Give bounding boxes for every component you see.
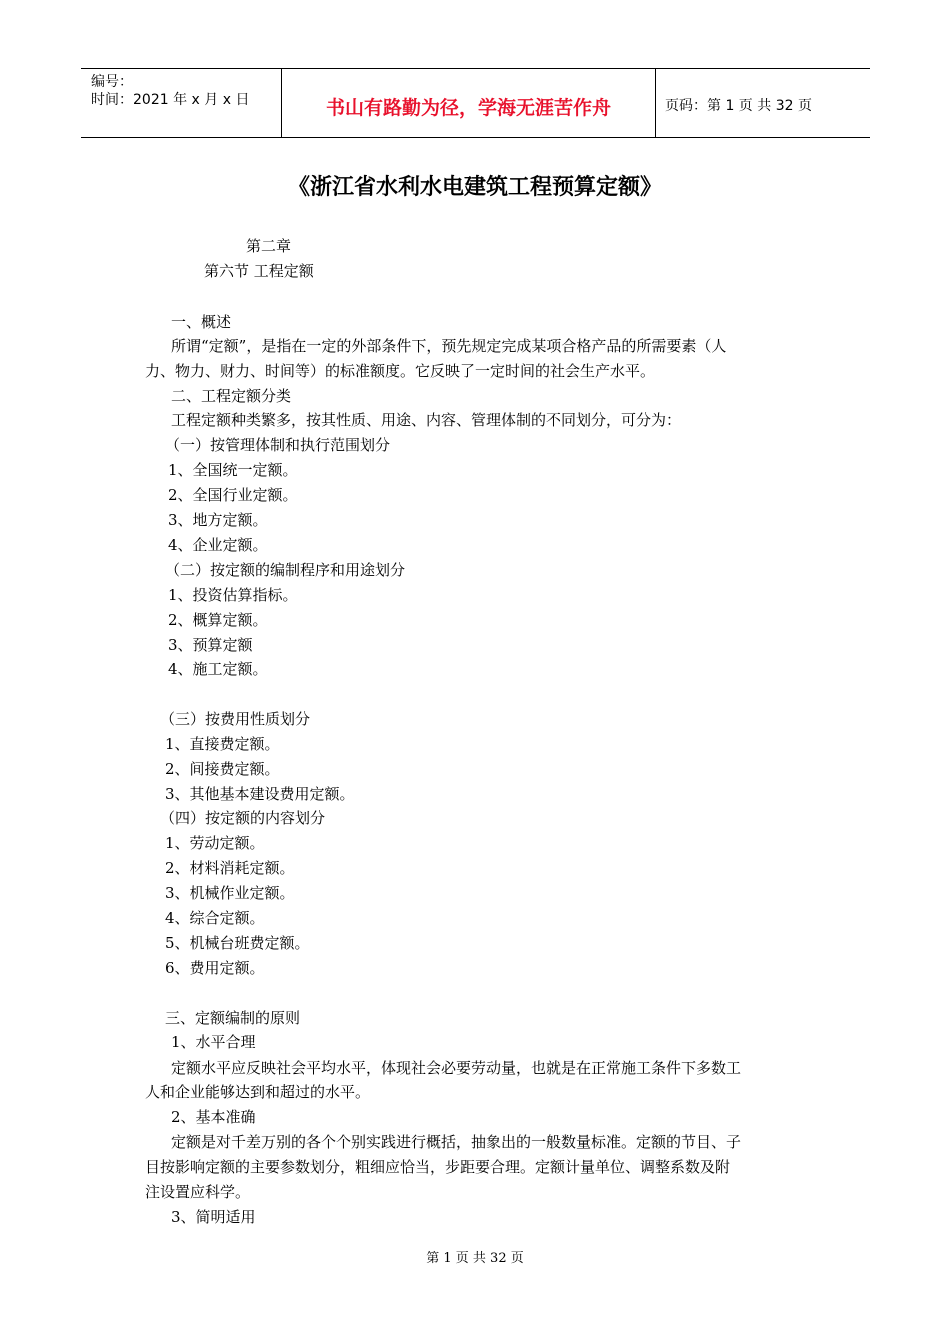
body-line: 定额是对千差万别的各个个别实践进行概括，抽象出的一般数量标准。定额的节目、子 [171, 1133, 742, 1151]
body-line: 2、间接费定额。 [165, 760, 280, 778]
body-line: 1、劳动定额。 [165, 834, 265, 852]
body-line: 三、定额编制的原则 [165, 1009, 301, 1027]
body-line: 1、投资估算指标。 [168, 586, 298, 604]
body-line: 3、地方定额。 [168, 511, 268, 529]
body-line: 目按影响定额的主要参数划分，粗细应恰当，步距要合理。定额计量单位、调整系数及附 [145, 1158, 731, 1176]
body-line: 力、物力、财力、时间等）的标准额度。它反映了一定时间的社会生产水平。 [145, 362, 656, 380]
header-page-cell [655, 69, 870, 137]
body-line: 工程定额种类繁多，按其性质、用途、内容、管理体制的不同划分，可分为： [171, 411, 682, 429]
body-line: 6、费用定额。 [165, 959, 265, 977]
body-line: （一）按管理体制和执行范围划分 [165, 436, 391, 454]
chapter-heading: 第二章 [246, 237, 292, 255]
body-line: 所谓“定额”，是指在一定的外部条件下，预先规定完成某项合格产品的所需要素（人 [171, 337, 727, 355]
body-line: （四）按定额的内容划分 [160, 809, 326, 827]
body-line: 一、概述 [171, 313, 232, 331]
body-line: 4、综合定额。 [165, 909, 265, 927]
body-line: 人和企业能够达到和超过的水平。 [145, 1083, 371, 1101]
body-line: 1、全国统一定额。 [168, 461, 298, 479]
body-line: 定额水平应反映社会平均水平，体现社会必要劳动量，也就是在正常施工条件下多数工 [171, 1059, 742, 1077]
body-line: 2、概算定额。 [168, 611, 268, 629]
body-line: 3、预算定额 [168, 636, 253, 654]
motto-text: 书山有路勤为径，学海无涯苦作舟 [325, 97, 611, 119]
section-heading: 第六节 工程定额 [204, 262, 314, 280]
body-line: 1、直接费定额。 [165, 735, 280, 753]
body-line: 注设置应科学。 [145, 1183, 251, 1201]
body-line: 3、简明适用 [171, 1208, 256, 1226]
body-line: 3、机械作业定额。 [165, 884, 295, 902]
body-line: （二）按定额的编制程序和用途划分 [165, 561, 406, 579]
document-title: 《浙江省水利水电建筑工程预算定额》 [287, 175, 662, 200]
body-line: 1、水平合理 [171, 1033, 256, 1051]
body-line: 3、其他基本建设费用定额。 [165, 785, 355, 803]
page-footer: 第 1 页 共 32 页 [426, 1251, 524, 1266]
body-line: 5、机械台班费定额。 [165, 934, 310, 952]
body-line: 2、材料消耗定额。 [165, 859, 295, 877]
body-line: （三）按费用性质划分 [160, 710, 311, 728]
serial-label: 编号： [91, 74, 133, 90]
body-line: 2、全国行业定额。 [168, 486, 298, 504]
time-label: 时间：2021 年 x 月 x 日 [91, 92, 250, 108]
header-motto-cell [281, 69, 656, 137]
page-info: 页码：第 1 页 共 32 页 [665, 98, 812, 114]
body-line: 4、企业定额。 [168, 536, 268, 554]
document-header [81, 68, 870, 138]
header-meta-cell [81, 69, 281, 137]
body-line: 2、基本准确 [171, 1108, 256, 1126]
body-line: 4、施工定额。 [168, 660, 268, 678]
body-line: 二、工程定额分类 [171, 387, 292, 405]
